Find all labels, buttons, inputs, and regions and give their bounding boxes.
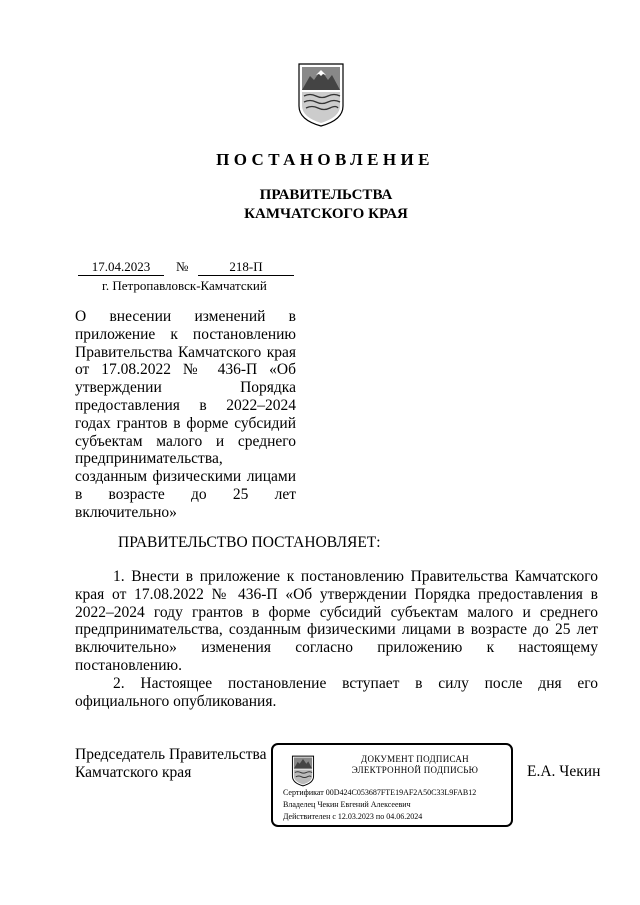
- document-type-title: ПОСТАНОВЛЕНИЕ: [216, 150, 434, 169]
- stamp-validity: Действителен с 12.03.2023 по 04.06.2024: [283, 812, 423, 821]
- signatory-name: Е.А. Чекин: [527, 763, 601, 780]
- stamp-certificate: Сертификат 00D424C053687FTE19AF2A50C33L9FAB12: [283, 788, 477, 797]
- decree-item-1: 1. Внести в приложение к постановлению Правительства Камчатского края от 17.08.2022 № 436-П «Об утверждении Порядка предоставления в 2022–2024 году грантов в форме субсидий субъектам малого и среднего предпринимательства, созданным физическими лицами в возрасте до 25 лет включительно» изменения согласно приложению к настоящему постановлению.: [75, 568, 598, 674]
- registration-number: 218-П: [198, 259, 294, 276]
- decree-item-2: 2. Настоящее постановление вступает в силу после дня его официального опубликования.: [75, 674, 598, 710]
- decree-body: [75, 568, 598, 710]
- authority-line-2: КАМЧАТСКОГО КРАЯ: [244, 206, 408, 222]
- stamp-emblem-icon: [291, 755, 315, 787]
- issuing-authority: [0, 186, 640, 224]
- stamp-heading-line-2: ЭЛЕКТРОННОЙ ПОДПИСЬЮ: [351, 765, 479, 775]
- signatory-position-line-1: Председатель Правительства: [75, 746, 267, 763]
- signatory-position-line-2: Камчатского края: [75, 764, 192, 781]
- electronic-signature-stamp: [271, 743, 513, 827]
- issue-city: г. Петропавловск-Камчатский: [102, 278, 267, 293]
- signatory-position: [75, 746, 267, 782]
- authority-line-1: ПРАВИТЕЛЬСТВА: [259, 187, 393, 203]
- stamp-heading-line-1: ДОКУМЕНТ ПОДПИСАН: [361, 754, 469, 764]
- stamp-heading: [325, 754, 505, 776]
- decree-heading: ПРАВИТЕЛЬСТВО ПОСТАНОВЛЯЕТ:: [118, 534, 381, 551]
- kamchatka-emblem-icon: [296, 62, 346, 128]
- stamp-owner: Владелец Чекин Евгений Алексеевич: [283, 800, 411, 809]
- registration-date: 17.04.2023: [78, 259, 164, 276]
- registration-number-sign: №: [176, 259, 189, 274]
- document-subject: [75, 308, 296, 522]
- subject-text: О внесении изменений в приложение к постановлению Правительства Камчатского края от 17.08.2022 № 436-П «Об утверждении Порядка предоставления в 2022–2024 годах грантов в форме субсидий субъектам малого и среднего предпринимательства, созданным физическими лицами в возрасте до 25 лет включительно»: [75, 308, 296, 521]
